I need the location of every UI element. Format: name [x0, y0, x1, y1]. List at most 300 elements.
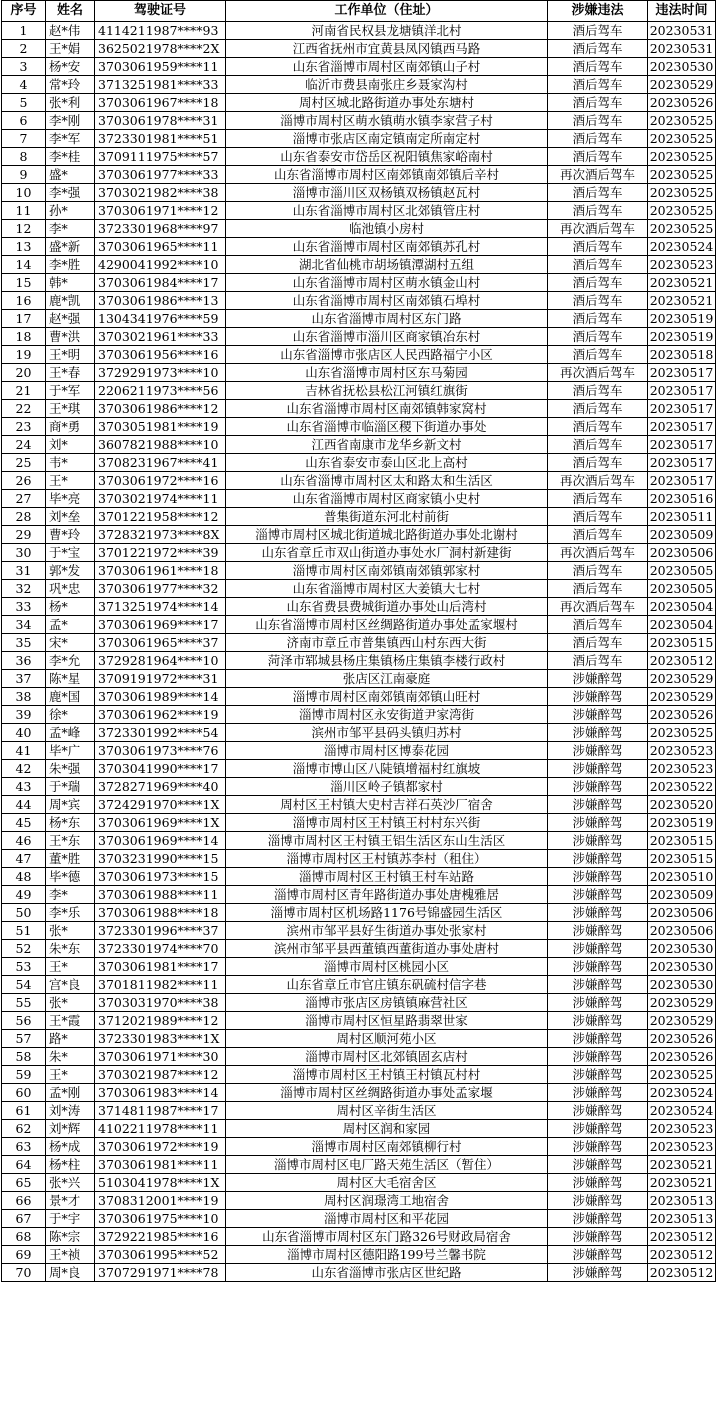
table-row [2, 562, 716, 580]
license-number: 3703031970****38 [95, 994, 226, 1012]
license-number: 3701221972****39 [95, 544, 226, 562]
license-number: 3708312001****19 [95, 1192, 226, 1210]
table-row [2, 688, 716, 706]
row-number: 22 [2, 400, 46, 418]
row-number: 64 [2, 1156, 46, 1174]
violation-date: 20230504 [648, 616, 716, 634]
violation-type: 涉嫌醉驾 [548, 1174, 648, 1192]
license-number: 3703061959****11 [95, 58, 226, 76]
person-name: 曹*洪 [46, 328, 95, 346]
license-number: 3709111975****57 [95, 148, 226, 166]
person-name: 杨*安 [46, 58, 95, 76]
workplace-address: 山东省淄博市周村区东马菊园 [226, 364, 548, 382]
table-row [2, 472, 716, 490]
violation-type: 涉嫌醉驾 [548, 850, 648, 868]
row-number: 4 [2, 76, 46, 94]
row-number: 21 [2, 382, 46, 400]
table-row [2, 1030, 716, 1048]
license-number: 3703061973****76 [95, 742, 226, 760]
violation-date: 20230531 [648, 40, 716, 58]
violation-type: 涉嫌醉驾 [548, 868, 648, 886]
table-row [2, 598, 716, 616]
person-name: 朱*东 [46, 940, 95, 958]
row-number: 51 [2, 922, 46, 940]
license-number: 3728271969****40 [95, 778, 226, 796]
license-number: 3712021989****12 [95, 1012, 226, 1030]
row-number: 38 [2, 688, 46, 706]
table-row [2, 778, 716, 796]
person-name: 刘*垒 [46, 508, 95, 526]
license-number: 3703061986****12 [95, 400, 226, 418]
person-name: 王*祯 [46, 1246, 95, 1264]
person-name: 杨*东 [46, 814, 95, 832]
violation-date: 20230525 [648, 148, 716, 166]
workplace-address: 周村区辛街生活区 [226, 1102, 548, 1120]
person-name: 常*玲 [46, 76, 95, 94]
workplace-address: 山东省费县费城街道办事处山后湾村 [226, 598, 548, 616]
person-name: 于*瑞 [46, 778, 95, 796]
row-number: 9 [2, 166, 46, 184]
violation-date: 20230525 [648, 130, 716, 148]
violation-type: 涉嫌醉驾 [548, 904, 648, 922]
person-name: 孟*峰 [46, 724, 95, 742]
violation-date: 20230506 [648, 922, 716, 940]
violation-date: 20230525 [648, 724, 716, 742]
table-row [2, 1120, 716, 1138]
violation-date: 20230506 [648, 544, 716, 562]
table-row [2, 526, 716, 544]
license-number: 4114211987****93 [95, 22, 226, 40]
person-name: 曹*玲 [46, 526, 95, 544]
license-number: 3703061965****37 [95, 634, 226, 652]
violation-type: 涉嫌醉驾 [548, 742, 648, 760]
violation-date: 20230529 [648, 670, 716, 688]
violation-type: 酒后驾车 [548, 346, 648, 364]
license-number: 3713251974****14 [95, 598, 226, 616]
license-number: 1304341976****59 [95, 310, 226, 328]
person-name: 路* [46, 1030, 95, 1048]
violation-type: 涉嫌醉驾 [548, 1066, 648, 1084]
row-number: 14 [2, 256, 46, 274]
table-row [2, 850, 716, 868]
row-number: 59 [2, 1066, 46, 1084]
header-no: 序号 [2, 1, 46, 22]
row-number: 17 [2, 310, 46, 328]
license-number: 3703041990****17 [95, 760, 226, 778]
row-number: 2 [2, 40, 46, 58]
workplace-address: 江西省南康市龙华乡新文村 [226, 436, 548, 454]
person-name: 王*明 [46, 346, 95, 364]
row-number: 30 [2, 544, 46, 562]
table-row [2, 94, 716, 112]
license-number: 3703061977****33 [95, 166, 226, 184]
person-name: 杨* [46, 598, 95, 616]
row-number: 68 [2, 1228, 46, 1246]
violation-date: 20230509 [648, 526, 716, 544]
row-number: 5 [2, 94, 46, 112]
table-row [2, 328, 716, 346]
license-number: 2206211973****56 [95, 382, 226, 400]
violation-type: 涉嫌醉驾 [548, 1120, 648, 1138]
workplace-address: 滨州市邹平县码头镇归苏村 [226, 724, 548, 742]
violation-date: 20230504 [648, 598, 716, 616]
violation-date: 20230526 [648, 94, 716, 112]
person-name: 李*乐 [46, 904, 95, 922]
violation-type: 再次酒后驾车 [548, 472, 648, 490]
person-name: 鹿*国 [46, 688, 95, 706]
violation-type: 酒后驾车 [548, 22, 648, 40]
table-row [2, 652, 716, 670]
violation-date: 20230521 [648, 1174, 716, 1192]
license-number: 3714811987****17 [95, 1102, 226, 1120]
violation-type: 涉嫌醉驾 [548, 922, 648, 940]
workplace-address: 淄博市周村区南郊镇南郊镇郭家村 [226, 562, 548, 580]
license-number: 3723301983****1X [95, 1030, 226, 1048]
person-name: 王*娟 [46, 40, 95, 58]
row-number: 26 [2, 472, 46, 490]
violation-type: 酒后驾车 [548, 436, 648, 454]
row-number: 10 [2, 184, 46, 202]
license-number: 3703021961****33 [95, 328, 226, 346]
person-name: 刘*涛 [46, 1102, 95, 1120]
table-row [2, 346, 716, 364]
row-number: 52 [2, 940, 46, 958]
violation-date: 20230512 [648, 1246, 716, 1264]
violation-date: 20230523 [648, 760, 716, 778]
license-number: 3703061967****18 [95, 94, 226, 112]
table-row [2, 634, 716, 652]
row-number: 11 [2, 202, 46, 220]
workplace-address: 山东省淄博市周村区萌水镇金山村 [226, 274, 548, 292]
violation-type: 酒后驾车 [548, 184, 648, 202]
license-number: 3729281964****10 [95, 652, 226, 670]
table-row [2, 256, 716, 274]
license-number: 3703061969****17 [95, 616, 226, 634]
table-body [2, 22, 716, 1282]
table-row [2, 1228, 716, 1246]
workplace-address: 张店区江南豪庭 [226, 670, 548, 688]
license-number: 3723301974****70 [95, 940, 226, 958]
person-name: 徐* [46, 706, 95, 724]
violation-date: 20230515 [648, 832, 716, 850]
row-number: 43 [2, 778, 46, 796]
license-number: 3713251981****33 [95, 76, 226, 94]
violation-type: 涉嫌醉驾 [548, 688, 648, 706]
person-name: 李*刚 [46, 112, 95, 130]
person-name: 毕*德 [46, 868, 95, 886]
person-name: 孟* [46, 616, 95, 634]
table-row [2, 364, 716, 382]
violation-type: 酒后驾车 [548, 616, 648, 634]
person-name: 巩*忠 [46, 580, 95, 598]
violation-type: 涉嫌醉驾 [548, 796, 648, 814]
row-number: 42 [2, 760, 46, 778]
violation-type: 涉嫌醉驾 [548, 1048, 648, 1066]
table-row [2, 436, 716, 454]
violation-date: 20230512 [648, 1228, 716, 1246]
violation-date: 20230525 [648, 220, 716, 238]
license-number: 3703061965****11 [95, 238, 226, 256]
license-number: 3703061975****10 [95, 1210, 226, 1228]
table-row [2, 382, 716, 400]
violation-type: 涉嫌醉驾 [548, 1102, 648, 1120]
table-row [2, 814, 716, 832]
violation-type: 酒后驾车 [548, 130, 648, 148]
row-number: 13 [2, 238, 46, 256]
person-name: 李*桂 [46, 148, 95, 166]
person-name: 董*胜 [46, 850, 95, 868]
license-number: 3723301996****37 [95, 922, 226, 940]
row-number: 31 [2, 562, 46, 580]
violation-date: 20230525 [648, 202, 716, 220]
row-number: 63 [2, 1138, 46, 1156]
person-name: 孙* [46, 202, 95, 220]
person-name: 李* [46, 220, 95, 238]
row-number: 58 [2, 1048, 46, 1066]
violation-type: 再次酒后驾车 [548, 544, 648, 562]
person-name: 周*宾 [46, 796, 95, 814]
table-row [2, 544, 716, 562]
row-number: 55 [2, 994, 46, 1012]
person-name: 王* [46, 1066, 95, 1084]
violation-type: 涉嫌醉驾 [548, 814, 648, 832]
violation-date: 20230523 [648, 1138, 716, 1156]
person-name: 朱*强 [46, 760, 95, 778]
row-number: 61 [2, 1102, 46, 1120]
violation-type: 再次酒后驾车 [548, 364, 648, 382]
license-number: 3703061983****14 [95, 1084, 226, 1102]
violation-type: 再次酒后驾车 [548, 220, 648, 238]
table-row [2, 760, 716, 778]
row-number: 8 [2, 148, 46, 166]
license-number: 3703061973****15 [95, 868, 226, 886]
violation-type: 涉嫌醉驾 [548, 886, 648, 904]
violation-type: 酒后驾车 [548, 310, 648, 328]
violation-date: 20230520 [648, 796, 716, 814]
workplace-address: 山东省淄博市周村区太和路太和生活区 [226, 472, 548, 490]
table-row [2, 148, 716, 166]
violation-type: 涉嫌醉驾 [548, 706, 648, 724]
license-number: 3703061972****19 [95, 1138, 226, 1156]
person-name: 盛*新 [46, 238, 95, 256]
person-name: 刘*辉 [46, 1120, 95, 1138]
license-number: 3703061989****14 [95, 688, 226, 706]
row-number: 49 [2, 886, 46, 904]
table-row [2, 796, 716, 814]
table-row [2, 1012, 716, 1030]
violation-type: 酒后驾车 [548, 562, 648, 580]
person-name: 郭*发 [46, 562, 95, 580]
violation-type: 酒后驾车 [548, 328, 648, 346]
person-name: 张*兴 [46, 1174, 95, 1192]
person-name: 张* [46, 994, 95, 1012]
violation-date: 20230524 [648, 238, 716, 256]
person-name: 于*宇 [46, 1210, 95, 1228]
violation-date: 20230505 [648, 580, 716, 598]
license-number: 3703061978****31 [95, 112, 226, 130]
violation-type: 酒后驾车 [548, 508, 648, 526]
workplace-address: 周村区城北路街道办事处东塘村 [226, 94, 548, 112]
violation-date: 20230529 [648, 76, 716, 94]
license-number: 3703051981****19 [95, 418, 226, 436]
row-number: 41 [2, 742, 46, 760]
violation-date: 20230526 [648, 706, 716, 724]
violation-date: 20230521 [648, 292, 716, 310]
violation-date: 20230517 [648, 382, 716, 400]
person-name: 赵*强 [46, 310, 95, 328]
person-name: 盛* [46, 166, 95, 184]
violation-type: 涉嫌醉驾 [548, 1030, 648, 1048]
license-number: 3729291973****10 [95, 364, 226, 382]
table-row [2, 706, 716, 724]
violation-type: 涉嫌醉驾 [548, 832, 648, 850]
violation-date: 20230523 [648, 1120, 716, 1138]
license-number: 3703061961****18 [95, 562, 226, 580]
person-name: 景*才 [46, 1192, 95, 1210]
license-number: 3728321973****8X [95, 526, 226, 544]
workplace-address: 山东省淄博市周村区丝绸路街道办事处孟家堰村 [226, 616, 548, 634]
workplace-address: 淄博市周村区王村镇王村车站路 [226, 868, 548, 886]
row-number: 6 [2, 112, 46, 130]
workplace-address: 山东省淄博市周村区东门路 [226, 310, 548, 328]
row-number: 66 [2, 1192, 46, 1210]
person-name: 韦* [46, 454, 95, 472]
row-number: 40 [2, 724, 46, 742]
person-name: 鹿*凯 [46, 292, 95, 310]
table-row [2, 490, 716, 508]
person-name: 毕*广 [46, 742, 95, 760]
workplace-address: 山东省淄博市淄川区商家镇冶东村 [226, 328, 548, 346]
violation-date: 20230510 [648, 868, 716, 886]
violation-date: 20230518 [648, 346, 716, 364]
row-number: 1 [2, 22, 46, 40]
table-row [2, 1192, 716, 1210]
row-number: 15 [2, 274, 46, 292]
workplace-address: 山东省淄博市周村区北郊镇管庄村 [226, 202, 548, 220]
violation-type: 酒后驾车 [548, 256, 648, 274]
row-number: 46 [2, 832, 46, 850]
license-number: 3703061977****32 [95, 580, 226, 598]
workplace-address: 淄博市周村区机场路1176号锦盛园生活区 [226, 904, 548, 922]
workplace-address: 淄川区岭子镇都家村 [226, 778, 548, 796]
row-number: 16 [2, 292, 46, 310]
table-row [2, 994, 716, 1012]
violation-type: 涉嫌醉驾 [548, 940, 648, 958]
violation-type: 涉嫌醉驾 [548, 1156, 648, 1174]
table-row [2, 58, 716, 76]
violation-type: 酒后驾车 [548, 400, 648, 418]
row-number: 57 [2, 1030, 46, 1048]
violation-type: 酒后驾车 [548, 94, 648, 112]
row-number: 20 [2, 364, 46, 382]
workplace-address: 湖北省仙桃市胡场镇潭湖村五组 [226, 256, 548, 274]
table-row [2, 958, 716, 976]
license-number: 3701221958****12 [95, 508, 226, 526]
table-row [2, 724, 716, 742]
workplace-address: 山东省章丘市官庄镇东矾硫村信字巷 [226, 976, 548, 994]
table-row [2, 1264, 716, 1282]
violation-type: 涉嫌醉驾 [548, 994, 648, 1012]
table-row [2, 400, 716, 418]
workplace-address: 周村区顺河苑小区 [226, 1030, 548, 1048]
person-name: 朱* [46, 1048, 95, 1066]
row-number: 3 [2, 58, 46, 76]
workplace-address: 山东省淄博市周村区南郊镇石埠村 [226, 292, 548, 310]
workplace-address: 山东省淄博市周村区南郊镇苏孔村 [226, 238, 548, 256]
violation-type: 酒后驾车 [548, 580, 648, 598]
table-row [2, 1210, 716, 1228]
license-number: 3723301981****51 [95, 130, 226, 148]
row-number: 12 [2, 220, 46, 238]
table-row [2, 868, 716, 886]
person-name: 张*利 [46, 94, 95, 112]
violation-date: 20230517 [648, 418, 716, 436]
table-row [2, 1246, 716, 1264]
workplace-address: 山东省淄博市周村区南郊镇韩家窝村 [226, 400, 548, 418]
workplace-address: 淄博市周村区南郊镇南郊镇山旺村 [226, 688, 548, 706]
table-row [2, 310, 716, 328]
violation-date: 20230529 [648, 1012, 716, 1030]
violation-date: 20230526 [648, 1048, 716, 1066]
violation-date: 20230519 [648, 814, 716, 832]
workplace-address: 淄博市周村区桃园小区 [226, 958, 548, 976]
violation-type: 涉嫌醉驾 [548, 958, 648, 976]
violation-date: 20230524 [648, 1084, 716, 1102]
license-number: 3724291970****1X [95, 796, 226, 814]
row-number: 67 [2, 1210, 46, 1228]
workplace-address: 淄博市周村区北郊镇固玄店村 [226, 1048, 548, 1066]
row-number: 7 [2, 130, 46, 148]
table-row [2, 1084, 716, 1102]
workplace-address: 淄博市周村区恒星路翡翠世家 [226, 1012, 548, 1030]
workplace-address: 山东省泰安市泰山区北上高村 [226, 454, 548, 472]
workplace-address: 滨州市邹平县好生街道办事处张家村 [226, 922, 548, 940]
table-row [2, 130, 716, 148]
person-name: 李* [46, 886, 95, 904]
workplace-address: 山东省淄博市张店区世纪路 [226, 1264, 548, 1282]
row-number: 19 [2, 346, 46, 364]
license-number: 3625021978****2X [95, 40, 226, 58]
workplace-address: 山东省泰安市岱岳区祝阳镇焦家峪南村 [226, 148, 548, 166]
table-row [2, 976, 716, 994]
row-number: 39 [2, 706, 46, 724]
violation-table [1, 0, 716, 1282]
violation-date: 20230512 [648, 652, 716, 670]
row-number: 48 [2, 868, 46, 886]
license-number: 3607821988****10 [95, 436, 226, 454]
row-number: 47 [2, 850, 46, 868]
workplace-address: 普集街道东河北村前街 [226, 508, 548, 526]
workplace-address: 临沂市费县南张庄乡聂家沟村 [226, 76, 548, 94]
row-number: 35 [2, 634, 46, 652]
person-name: 李*允 [46, 652, 95, 670]
violation-date: 20230506 [648, 904, 716, 922]
violation-type: 酒后驾车 [548, 526, 648, 544]
license-number: 3708231967****41 [95, 454, 226, 472]
row-number: 50 [2, 904, 46, 922]
license-number: 4290041992****10 [95, 256, 226, 274]
violation-date: 20230529 [648, 994, 716, 1012]
row-number: 69 [2, 1246, 46, 1264]
workplace-address: 淄博市周村区电厂路天苑生活区（暂住） [226, 1156, 548, 1174]
workplace-address: 淄博市周村区王村镇王村镇瓦村村 [226, 1066, 548, 1084]
violation-type: 涉嫌醉驾 [548, 724, 648, 742]
workplace-address: 淄博市淄川区双杨镇双杨镇赵瓦村 [226, 184, 548, 202]
person-name: 刘* [46, 436, 95, 454]
table-row [2, 22, 716, 40]
violation-type: 酒后驾车 [548, 634, 648, 652]
table-row [2, 184, 716, 202]
